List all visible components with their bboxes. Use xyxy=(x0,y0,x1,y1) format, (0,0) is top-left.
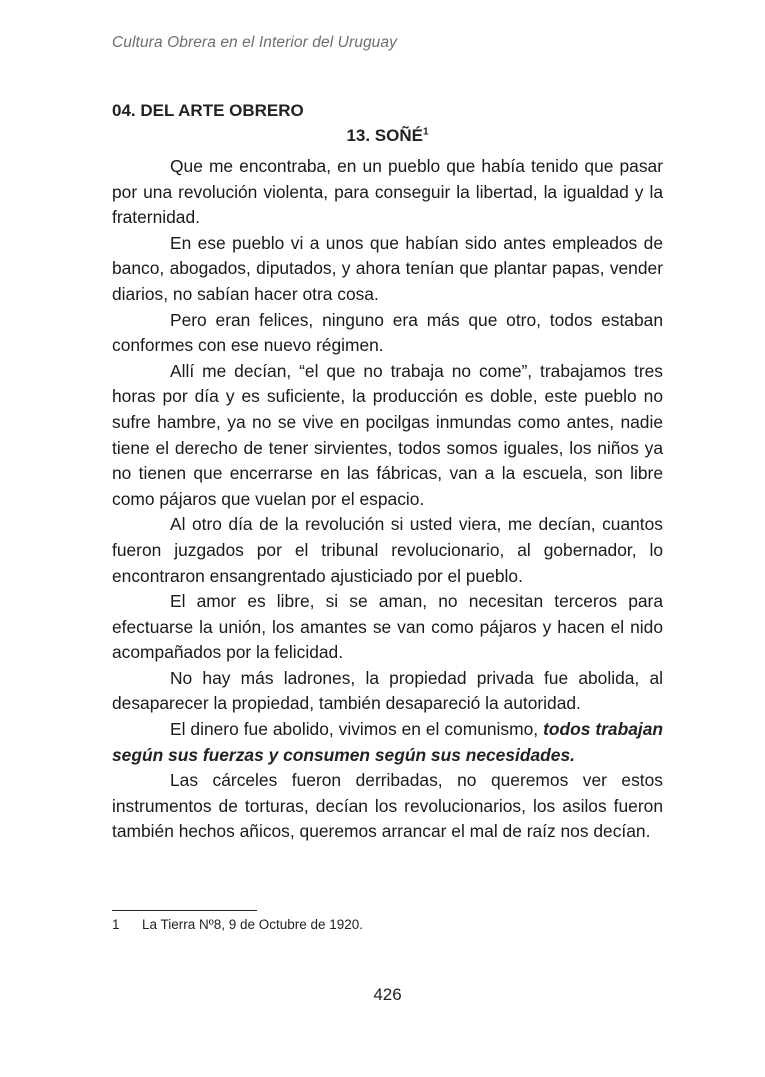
emphasized-text: todos trabajan según sus fuerzas y consumen según sus necesidades. xyxy=(112,719,663,765)
footnote xyxy=(112,917,363,932)
paragraph: Que me encontraba, en un pueblo que había tenido que pasar por una revolución violenta, para conseguir la libertad, la igualdad y la fraternidad. xyxy=(112,156,663,228)
section-title: 04. DEL ARTE OBRERO xyxy=(112,101,304,120)
chapter-title xyxy=(112,126,663,146)
footnote-text: La Tierra Nº8, 9 de Octubre de 1920. xyxy=(142,917,364,932)
footnote-divider xyxy=(112,910,257,911)
paragraph: Al otro día de la revolución si usted viera, me decían, cuantos fueron juzgados por el tribunal revolucionario, al gobernador, lo encontraron ensangrentado ajusticiado por el pueblo. xyxy=(112,514,663,586)
paragraph: Las cárceles fueron derribadas, no queremos ver estos instrumentos de torturas, decían los revolucionarios, los asilos fueron también hechos añicos, queremos arrancar el mal de raíz nos decían. xyxy=(112,770,663,842)
chapter-title-text: 13. SOÑÉ xyxy=(346,126,423,145)
body-text xyxy=(112,154,663,845)
footnote-reference[interactable]: 1 xyxy=(422,126,429,138)
paragraph: No hay más ladrones, la propiedad privada fue abolida, al desaparecer la propiedad, también desapareció la autoridad. xyxy=(112,667,663,714)
paragraph: En ese pueblo vi a unos que habían sido antes empleados de banco, abogados, diputados, y ahora tenían que plantar papas, vender diarios, no sabían hacer otra cosa. xyxy=(112,232,663,304)
paragraph: Pero eran felices, ninguno era más que otro, todos estaban conformes con ese nuevo régimen. xyxy=(112,309,663,356)
paragraph: El amor es libre, si se aman, no necesitan terceros para efectuarse la unión, los amantes se van como pájaros y hacen el nido acompañados por la felicidad. xyxy=(112,591,663,663)
paragraph: Allí me decían, “el que no trabaja no come”, trabajamos tres horas por día y es suficiente, la producción es doble, este pueblo no sufre hambre, ya no se vive en pocilgas inmundas como antes, nadie tiene el derecho de tener sirvientes, todos somos iguales, los niños ya no tienen que encerrarse en las fábricas, van a la escuela, son libre como pájaros que vuelan por el espacio. xyxy=(112,360,663,509)
running-header: Cultura Obrera en el Interior del Uruguay xyxy=(112,34,397,51)
footnote-number: 1 xyxy=(112,917,120,932)
paragraph-lead: El dinero fue abolido, vivimos en el comunismo, xyxy=(170,719,544,740)
page-number: 426 xyxy=(373,985,402,1004)
paragraph xyxy=(112,717,663,768)
